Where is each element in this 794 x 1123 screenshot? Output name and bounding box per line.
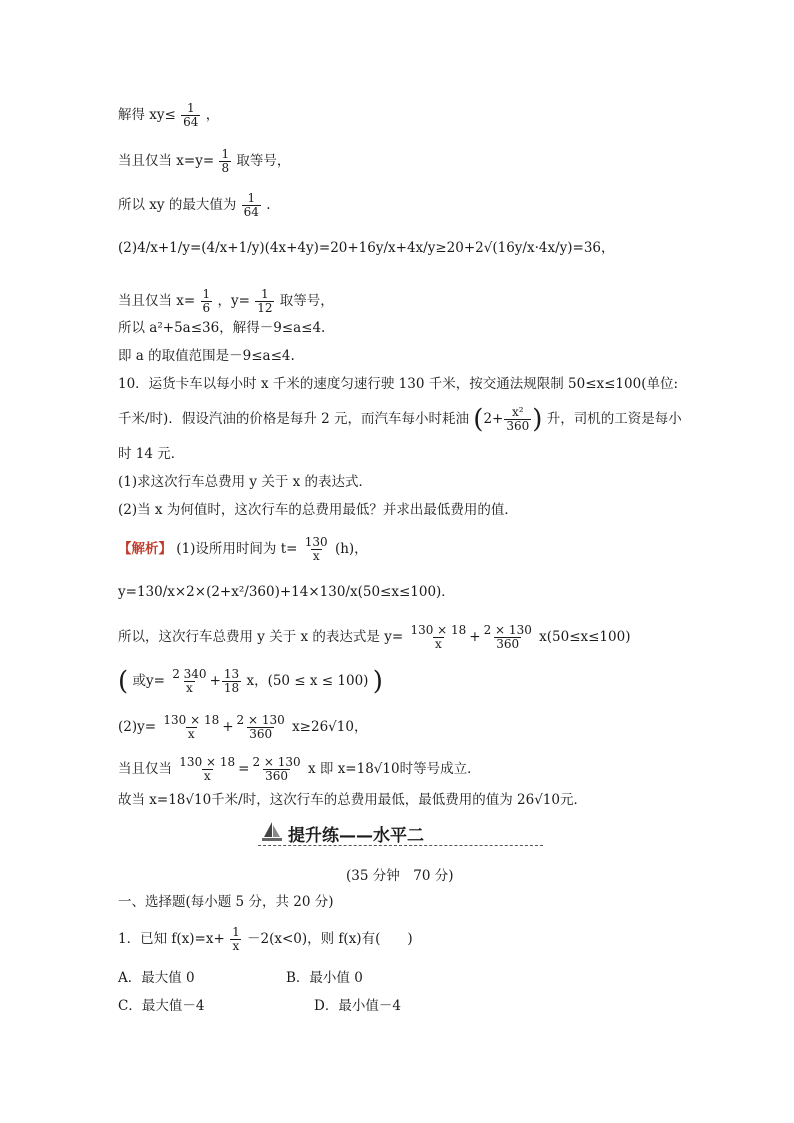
section-heading: 一、选择题(每小题 5 分，共 20 分) [118,894,334,910]
option-b: B．最小值 0 [286,970,363,986]
fraction [235,714,287,741]
paren: ( [118,666,129,697]
text: 当且仅当 x=y= [118,153,215,169]
text: x，(50 ≤ x ≤ 100) [246,673,369,689]
fraction [222,668,241,695]
text: 所以 xy 的最大值为 [118,197,237,213]
fraction [201,288,213,315]
fraction [482,624,534,651]
denominator: x [232,939,240,953]
paren: ) [532,404,543,435]
line-equality-condition-2 [118,288,334,315]
fraction [242,192,261,219]
numerator: 1 [186,101,195,115]
numerator: x² [512,405,524,419]
text: 升，司机的工资是每小 [546,411,682,427]
banner-title: 提升练——水平二 [288,826,424,846]
numerator: 130 [304,535,328,549]
denominator: x [434,637,442,651]
numerator: 2 340 [172,667,207,681]
fraction [177,756,237,783]
text: (h)， [334,541,368,557]
denominator: x [187,727,195,741]
line-solve-xy [118,102,219,129]
denominator: x [185,681,193,695]
paren: ( [473,404,484,435]
line-range-a: 即 a 的取值范围是－9≤a≤4. [118,348,295,364]
numerator: 1 [261,287,269,301]
section-banner [258,819,558,847]
divider [258,845,543,846]
text: x≥26√10， [292,719,368,735]
problem-10-part-2: (2)当 x 为何值时，这次行车的总费用最低？并求出最低费用的值． [118,502,518,518]
sailboat-icon [262,821,282,843]
denominator: 64 [183,115,199,129]
problem-10-line-1: 10．运货卡车以每小时 x 千米的速度匀速行驶 130 千米，按交通法规限制 50≤x≤100(单位: [118,376,679,392]
denominator: 12 [257,301,273,315]
numerator: 13 [223,667,240,681]
text: x 即 x=18√10时等号成立． [308,761,481,777]
denominator: x [203,769,211,783]
text: 当且仅当 [118,761,172,777]
analysis-tag: 【解析】 [118,541,172,557]
denominator: 6 [202,301,211,315]
conclusion: 故当 x=18√10千米/时，这次行车的总费用最低，最低费用的值为 26√10元． [118,792,587,808]
solution-start [118,536,368,563]
equality-condition-3: 当且仅当 $\frac{130 \times 18}{x}$ = $\frac{2 \times 130}{360}$ x 即 x=18√10时等号成立． [118,755,481,783]
fraction [230,926,242,953]
numerator: 2 × 130 [236,713,285,727]
denominator: 18 [223,681,240,695]
denominator: 360 [506,419,530,433]
text: (1)设所用时间为 t= [176,541,298,557]
numerator: 1 [202,287,211,301]
cost-expression-alt: ( 或y= $\frac{2 340}{x}$ + $\frac{13}{18}$ x，(50 ≤ x ≤ 100) ) [118,666,383,697]
text: －2(x<0)，则 f(x)有( ) [247,931,413,947]
problem-10-part-1: (1)求这次行车总费用 y 关于 x 的表达式． [118,474,373,490]
text: 或y= [132,673,165,689]
numerator: 130 × 18 [163,713,220,727]
problem-10-line-2: 千米/时)．假设汽油的价格是每升 2 元，而汽车每小时耗油 (2+ $\frac{\text{x²}}{360}$ ) 升，司机的工资是每小 [118,404,682,435]
text: 所以，这次行车总费用 y 关于 x 的表达式是 y= [118,629,404,645]
numerator: 130 × 18 [410,623,467,637]
option-c: C．最大值－4 [118,998,205,1014]
paren: ) [372,666,383,697]
option-d: D．最小值－4 [314,998,401,1014]
fraction [408,624,468,651]
text: 取等号， [236,153,291,169]
line-equality-condition [118,148,290,175]
numerator: 130 × 18 [179,755,236,769]
text: 解得 xy≤ [118,107,176,123]
line-max-value [118,192,271,219]
fraction [504,406,531,433]
text: 千米/时)．假设汽油的价格是每升 2 元，而汽车每小时耗油 [118,411,469,427]
denominator: x [312,549,320,563]
part-2-inequality: (2)y= $\frac{130 \times 18}{x}$ + $\frac{2 \times 130}{360}$ x≥26√10， [118,713,368,741]
text: ，y= [217,293,250,309]
cost-expression-result: 所以，这次行车总费用 y 关于 x 的表达式是 y= $\frac{130 \times 18}{x}$ + $\frac{2 \times 130}{360}$ x(50≤x≤100) [118,623,631,651]
denominator: 360 [265,769,289,783]
cost-expression: y=130/x×2×(2+x²/360)+14×130/x(50≤x≤100)． [118,584,455,600]
fraction [250,756,302,783]
fraction [181,102,200,129]
numerator: 2 × 130 [483,623,532,637]
text: . [266,197,271,213]
numerator: 1 [247,191,256,205]
text: 当且仅当 x= [118,293,196,309]
fraction [170,668,208,695]
denominator: 360 [249,727,273,741]
numerator: 2 × 130 [252,755,301,769]
text: 1．已知 f(x)=x+ [118,931,225,947]
fraction [303,536,330,563]
text: ， [205,107,220,123]
text: x(50≤x≤100) [539,629,631,645]
numerator: 1 [221,147,230,161]
timing: (35 分钟 70 分) [346,868,454,884]
line-solve-a: 所以 a²+5a≤36，解得－9≤a≤4. [118,320,326,336]
option-a: A．最大值 0 [118,970,195,986]
fraction [161,714,221,741]
line-part2-inequality: (2)4/x+1/y=(4/x+1/y)(4x+4y)=20+16y/x+4x/y≥20+2√(16y/x·4x/y)=36， [118,240,615,256]
denominator: 360 [496,637,520,651]
denominator: 8 [221,161,230,175]
text: (2)y= [118,719,157,735]
question-1-stem [118,926,413,953]
problem-10-line-3: 时 14 元． [118,446,185,462]
fraction [255,288,274,315]
text: 取等号， [279,293,334,309]
denominator: 64 [243,205,259,219]
numerator: 1 [232,925,240,939]
fraction [219,148,231,175]
